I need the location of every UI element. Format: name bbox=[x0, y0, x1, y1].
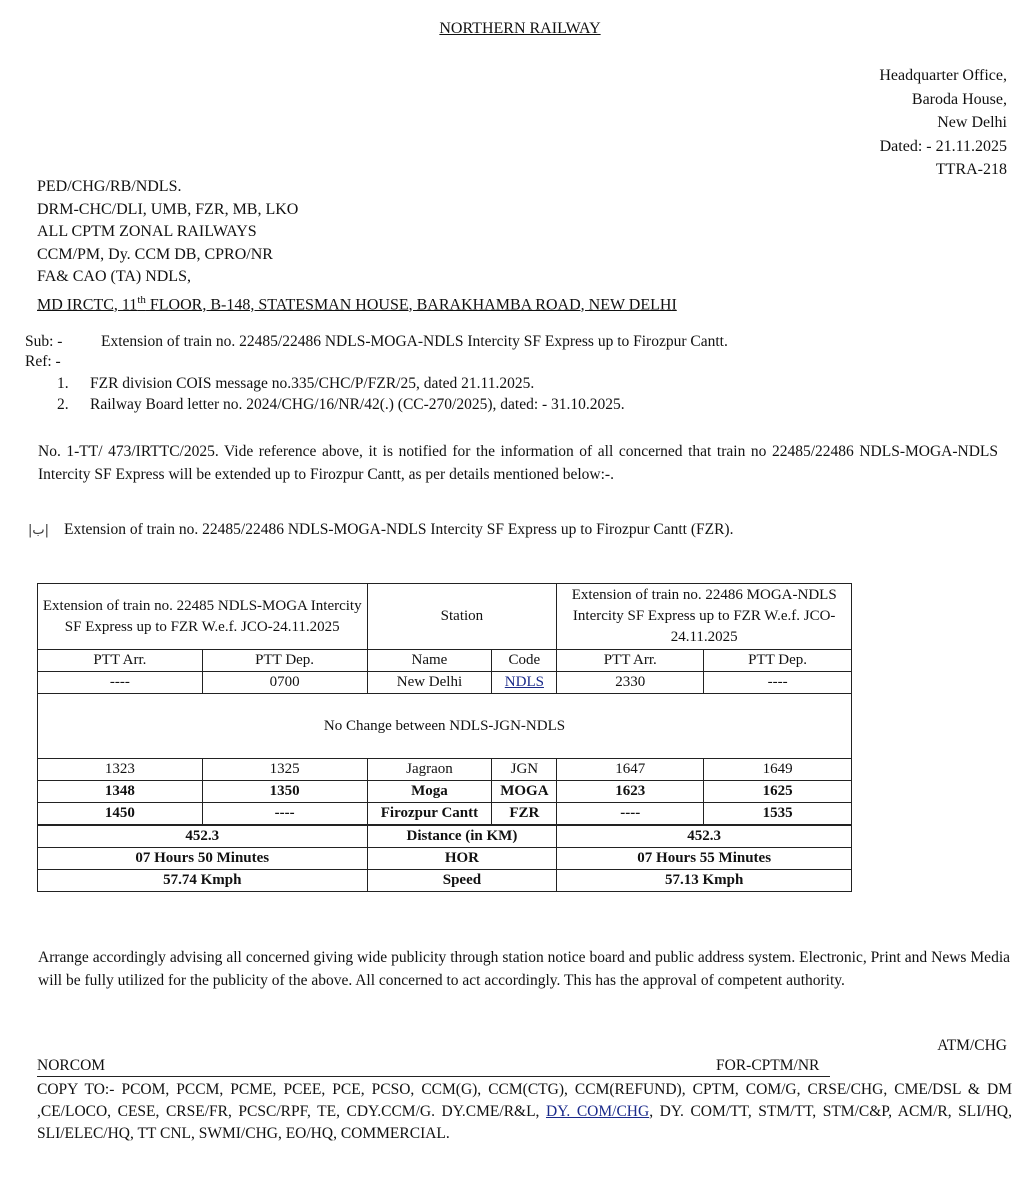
cell: FZR bbox=[492, 803, 557, 826]
instruction-paragraph: Arrange accordingly advising all concerned giving wide publicity through station notice board and public address system. Electronic, Print and News Media will be fully utilized for the publicity of the above. All concerned to act accordingly. This has the approval of competent authority. bbox=[38, 949, 1010, 989]
cell: Firozpur Cantt bbox=[367, 803, 492, 826]
table-row bbox=[38, 803, 852, 826]
recipient-irctc-post: FLOOR, B-148, STATESMAN HOUSE, BARAKHAMBA ROAD, NEW DELHI bbox=[145, 295, 677, 313]
cell: 1348 bbox=[38, 781, 203, 803]
recipient-line: ALL CPTM ZONAL RAILWAYS bbox=[37, 223, 257, 240]
recipient-irctc-sup: th bbox=[137, 293, 146, 306]
extension-line bbox=[28, 521, 733, 539]
table-subheader-row bbox=[38, 650, 852, 672]
col-ptt-arr: PTT Arr. bbox=[38, 650, 203, 672]
station-code-text[interactable]: NDLS bbox=[504, 674, 544, 690]
reference-label: Ref: - bbox=[25, 353, 61, 370]
recipient-line-irctc bbox=[37, 289, 677, 317]
cell: 1535 bbox=[704, 803, 852, 826]
station-header: Station bbox=[367, 584, 557, 650]
table-row bbox=[38, 672, 852, 694]
signature-divider bbox=[37, 1058, 830, 1077]
recipient-line: CCM/PM, Dy. CCM DB, CPRO/NR bbox=[37, 245, 273, 263]
notification-paragraph: No. 1-TT/ 473/IRTTC/2025. Vide reference above, it is notified for the information of all concerned that train no 22485/22486 NDLS-MOGA-NDLS Intercity SF Express will be extended up to Firozpur Cantt, as per details mentioned below:-. bbox=[38, 443, 998, 483]
col-code: Code bbox=[492, 650, 557, 672]
cell: ---- bbox=[704, 672, 852, 694]
table-header-row bbox=[38, 584, 852, 650]
cell: MOGA bbox=[492, 781, 557, 803]
hor-label: HOR bbox=[367, 848, 557, 870]
cell: New Delhi bbox=[367, 672, 492, 694]
reference-text: Railway Board letter no. 2024/CHG/16/NR/42(.) (CC-270/2025), dated: - 31.10.2025. bbox=[90, 396, 625, 413]
recipient-line: FA& CAO (TA) NDLS, bbox=[37, 268, 191, 285]
copy-to-list bbox=[37, 1079, 1012, 1145]
for-cptm-label: FOR-CPTM/NR bbox=[716, 1057, 820, 1074]
subject-text: Extension of train no. 22485/22486 NDLS-MOGA-NDLS Intercity SF Express up to Firozpur Cantt. bbox=[101, 333, 728, 350]
copy-to-part2: , DY. COM/TT, STM/TT, STM/C&P, ACM/R, SLI/HQ, SLI/ELEC/HQ, TT CNL, SWMI/CHG, EO/HQ, COMMERCIAL. bbox=[37, 1103, 1012, 1142]
no-change-note: No Change between NDLS-JGN-NDLS bbox=[38, 694, 852, 759]
date-line: Dated: - 21.11.2025 bbox=[879, 137, 1007, 155]
copy-to-part1: COPY TO:- PCOM, PCCM, PCME, PCEE, PCE, PCSO, CCM(G), CCM(CTG), CCM(REFUND), CPTM, COM/G, CRSE/CHG, CME/DSL & DM ,CE/LOCO, CESE, CRSE/FR, PCSC/RPF, TE, CDY.CCM/G. DY.CME/R&L, bbox=[37, 1081, 1012, 1120]
speed-row bbox=[38, 870, 852, 892]
cell: 2330 bbox=[557, 672, 704, 694]
recipient-irctc-pre: MD IRCTC, 11 bbox=[37, 295, 138, 313]
subject-label: Sub: - bbox=[25, 333, 63, 350]
speed-left: 57.74 Kmph bbox=[38, 870, 368, 892]
recipient-list bbox=[37, 176, 677, 316]
extension-text: Extension of train no. 22485/22486 NDLS-MOGA-NDLS Intercity SF Express up to Firozpur Cantt (FZR). bbox=[64, 521, 734, 538]
hor-right: 07 Hours 55 Minutes bbox=[557, 848, 852, 870]
reference-list bbox=[57, 373, 625, 415]
cell: ---- bbox=[202, 803, 367, 826]
cell: 1350 bbox=[202, 781, 367, 803]
document-heading: NORTHERN RAILWAY bbox=[439, 20, 601, 37]
speed-label: Speed bbox=[367, 870, 557, 892]
table-row bbox=[38, 781, 852, 803]
hor-row bbox=[38, 848, 852, 870]
col-ptt-arr: PTT Arr. bbox=[557, 650, 704, 672]
no-change-row bbox=[38, 694, 852, 759]
norcom-label: NORCOM bbox=[37, 1057, 106, 1074]
recipient-line: PED/CHG/RB/NDLS. bbox=[37, 178, 182, 195]
distance-row bbox=[38, 825, 852, 848]
timetable-table bbox=[37, 583, 852, 892]
cell: 1325 bbox=[202, 759, 367, 781]
cell: 1649 bbox=[704, 759, 852, 781]
col-ptt-dep: PTT Dep. bbox=[704, 650, 852, 672]
train-22486-header: Extension of train no. 22486 MOGA-NDLS Intercity SF Express up to FZR W.e.f. JCO-24.11.2025 bbox=[557, 584, 852, 650]
train-22485-header: Extension of train no. 22485 NDLS-MOGA Intercity SF Express up to FZR W.e.f. JCO-24.11.2025 bbox=[38, 584, 368, 650]
speed-right: 57.13 Kmph bbox=[557, 870, 852, 892]
cell: 1623 bbox=[557, 781, 704, 803]
cell: ---- bbox=[557, 803, 704, 826]
reference-text: FZR division COIS message no.335/CHC/P/FZR/25, dated 21.11.2025. bbox=[90, 375, 535, 392]
distance-right: 452.3 bbox=[557, 825, 852, 848]
cell: 1647 bbox=[557, 759, 704, 781]
cell: Jagraon bbox=[367, 759, 492, 781]
cell: JGN bbox=[492, 759, 557, 781]
hq-address-block bbox=[879, 64, 1007, 182]
reference-number: TTRA-218 bbox=[935, 161, 1007, 178]
cell: 1625 bbox=[704, 781, 852, 803]
bullet-mark: |ب| bbox=[28, 523, 50, 538]
cell: 1323 bbox=[38, 759, 203, 781]
signatory: ATM/CHG bbox=[937, 1037, 1007, 1054]
copy-to-link[interactable]: DY. COM/CHG bbox=[546, 1103, 650, 1120]
cell: 1450 bbox=[38, 803, 203, 826]
reference-item bbox=[57, 394, 625, 415]
cell: Moga bbox=[367, 781, 492, 803]
reference-num: 2. bbox=[57, 396, 69, 413]
hq-line: New Delhi bbox=[937, 114, 1007, 131]
reference-num: 1. bbox=[57, 375, 69, 392]
subject-line bbox=[25, 333, 728, 351]
table-row bbox=[38, 759, 852, 781]
col-ptt-dep: PTT Dep. bbox=[202, 650, 367, 672]
cell: 0700 bbox=[202, 672, 367, 694]
cell: ---- bbox=[38, 672, 203, 694]
col-name: Name bbox=[367, 650, 492, 672]
hor-left: 07 Hours 50 Minutes bbox=[38, 848, 368, 870]
hq-line: Baroda House, bbox=[911, 90, 1007, 108]
distance-label: Distance (in KM) bbox=[367, 825, 557, 848]
reference-item bbox=[57, 373, 625, 394]
hq-line: Headquarter Office, bbox=[879, 67, 1007, 84]
station-code-link[interactable] bbox=[492, 672, 557, 694]
recipient-line: DRM-CHC/DLI, UMB, FZR, MB, LKO bbox=[37, 200, 299, 218]
distance-left: 452.3 bbox=[38, 825, 368, 848]
